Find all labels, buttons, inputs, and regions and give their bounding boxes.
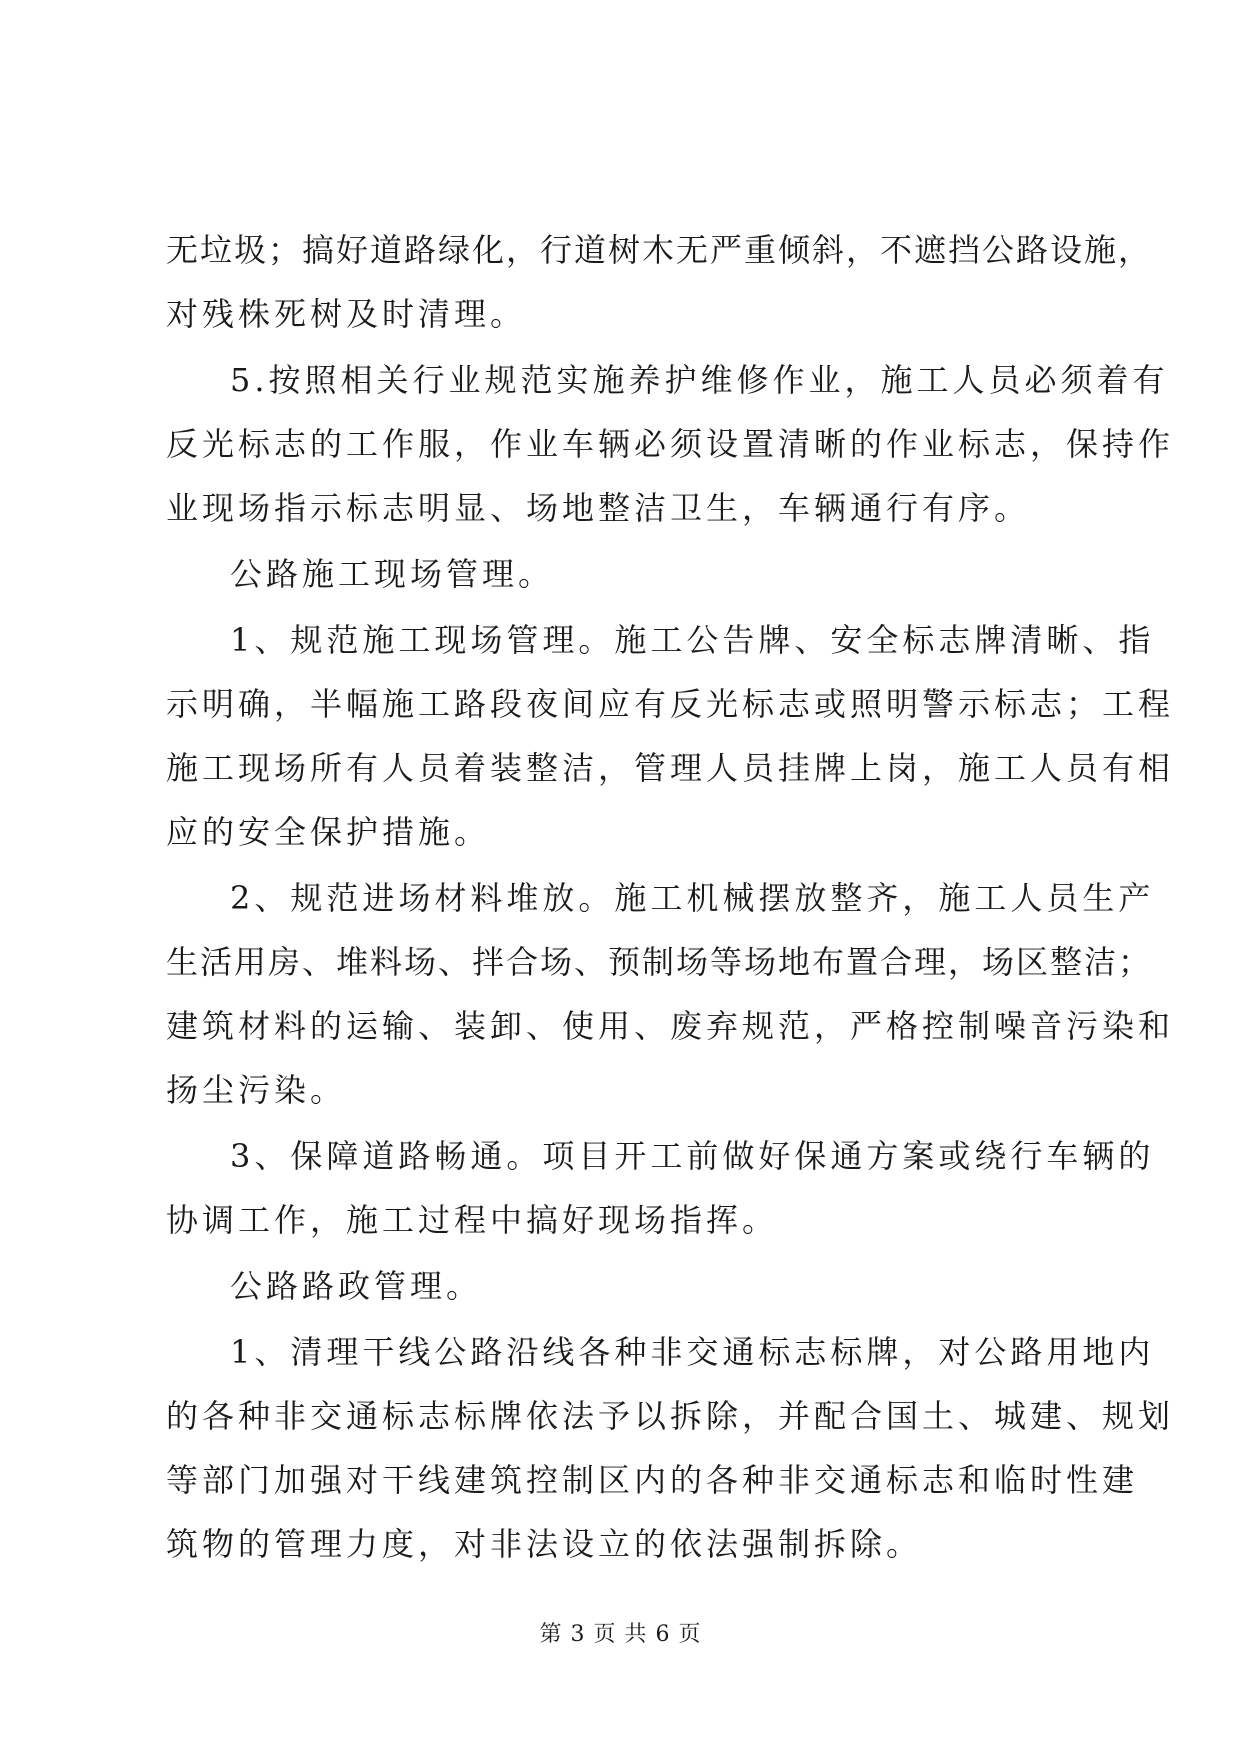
paragraph-line: 业现场指示标志明显、场地整洁卫生，车辆通行有序。	[166, 489, 1031, 527]
paragraph-line: 筑物的管理力度，对非法设立的依法强制拆除。	[166, 1525, 923, 1563]
paragraph-line: 生活用房、堆料场、拌合场、预制场等场地布置合理，场区整洁；	[166, 943, 1153, 981]
paragraph-line: 应的安全保护措施。	[166, 813, 491, 851]
paragraph-line: 1、清理干线公路沿线各种非交通标志标牌，对公路用地内	[230, 1333, 1155, 1371]
paragraph-line: 等部门加强对干线建筑控制区内的各种非交通标志和临时性建	[166, 1461, 1139, 1499]
paragraph-line: 施工现场所有人员着装整洁，管理人员挂牌上岗，施工人员有相	[166, 749, 1175, 787]
document-body	[166, 218, 1175, 1576]
paragraph-line: 协调工作，施工过程中搞好现场指挥。	[166, 1201, 779, 1239]
paragraph-line: 扬尘污染。	[166, 1071, 347, 1109]
section-heading: 公路施工现场管理。	[230, 555, 555, 593]
paragraph-line: 1、规范施工现场管理。施工公告牌、安全标志牌清晰、指	[230, 621, 1155, 659]
page-number-footer: 第 3 页 共 6 页	[539, 1622, 702, 1647]
paragraph-line: 5.按照相关行业规范实施养护维修作业，施工人员必须着有	[230, 361, 1169, 399]
paragraph-line: 反光标志的工作服，作业车辆必须设置清晰的作业标志，保持作	[166, 425, 1175, 463]
section-heading: 公路路政管理。	[230, 1267, 483, 1305]
paragraph-line: 示明确，半幅施工路段夜间应有反光标志或照明警示标志；工程	[166, 685, 1175, 723]
paragraph-line: 对残株死树及时清理。	[166, 295, 527, 333]
paragraph-line: 无垃圾；搞好道路绿化，行道树木无严重倾斜，不遮挡公路设施，	[166, 231, 1153, 269]
paragraph-line: 建筑材料的运输、装卸、使用、废弃规范，严格控制噪音污染和	[166, 1007, 1175, 1045]
paragraph-line: 2、规范进场材料堆放。施工机械摆放整齐，施工人员生产	[230, 879, 1155, 917]
paragraph-line: 3、保障道路畅通。项目开工前做好保通方案或绕行车辆的	[230, 1137, 1155, 1175]
paragraph-line: 的各种非交通标志标牌依法予以拆除，并配合国土、城建、规划	[166, 1397, 1175, 1435]
